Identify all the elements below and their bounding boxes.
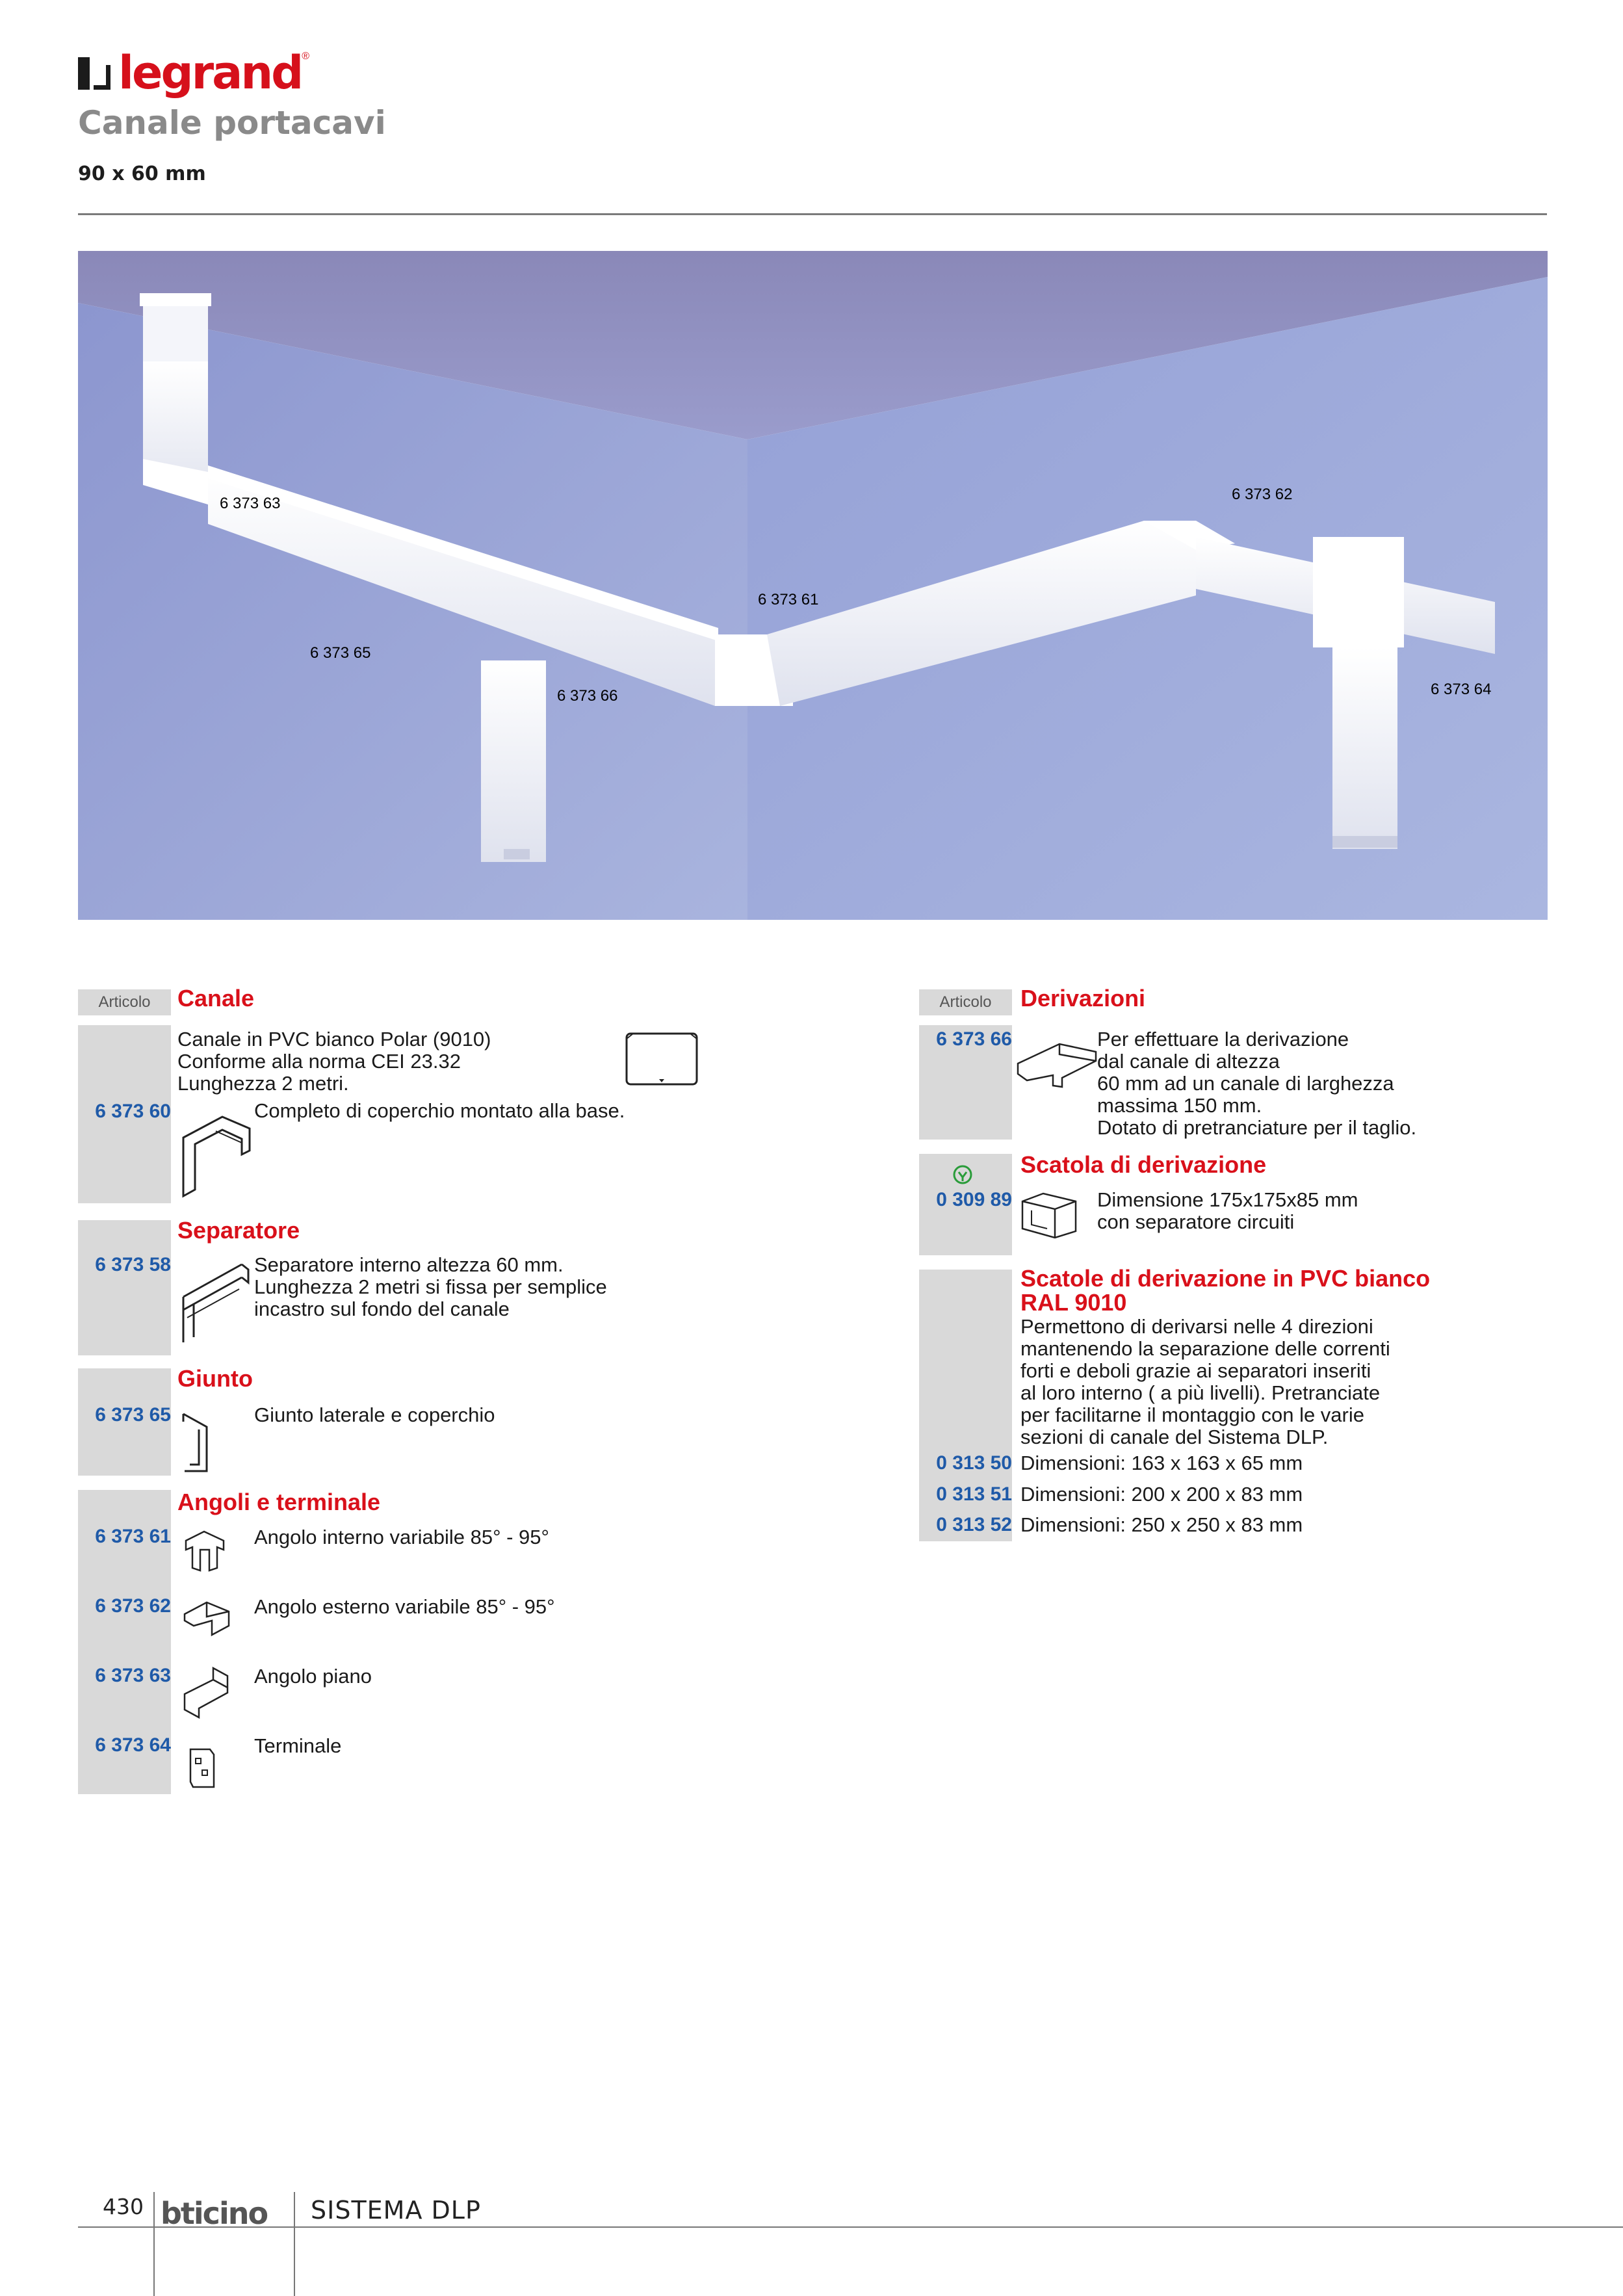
separator-icon xyxy=(177,1258,255,1346)
photo-label-3: 6 373 66 xyxy=(557,687,618,705)
scatole-pvc-item-text: Dimensioni: 250 x 250 x 83 mm xyxy=(1020,1513,1303,1536)
derivazioni-text: Per effettuare la derivazione dal canale di altezza 60 mm ad un canale di larghezza massima 150 mm. Dotato di pretranciature per il taglio. xyxy=(1097,1028,1417,1139)
joint-icon xyxy=(177,1407,229,1479)
scatole-pvc-text: Permettono di derivarsi nelle 4 direzioni mantenendo la separazione delle correnti forti e deboli grazie ai separatori inseriti al loro interno ( a più livelli). Pretranciate per facilitarne il montaggio con le varie sezioni di canale del Sistema DLP. xyxy=(1020,1315,1390,1448)
brand-name: legrand xyxy=(118,46,302,99)
scatole-pvc-item-text: Dimensioni: 200 x 200 x 83 mm xyxy=(1020,1483,1303,1506)
end-cap-icon xyxy=(185,1745,218,1791)
footer-system-name: SISTEMA DLP xyxy=(311,2196,481,2224)
external-corner-icon xyxy=(181,1597,233,1643)
article-code: 0 313 50 xyxy=(936,1452,1012,1474)
product-photo xyxy=(78,251,1548,920)
article-code: 6 373 58 xyxy=(95,1254,171,1275)
legrand-logo: legrand ® xyxy=(78,47,309,99)
header-divider xyxy=(78,213,1547,215)
section-title-scatola: Scatola di derivazione xyxy=(1020,1151,1267,1178)
legrand-logo-icon xyxy=(78,56,112,90)
article-code: 6 373 61 xyxy=(95,1526,171,1547)
channel-profile-icon xyxy=(177,1112,255,1199)
code-column-bg xyxy=(78,1220,171,1355)
article-code: 6 373 62 xyxy=(95,1595,171,1617)
page-title: Canale portacavi xyxy=(78,104,386,142)
article-code: 6 373 65 xyxy=(95,1404,171,1426)
bticino-logo: bticino xyxy=(161,2196,268,2231)
scatole-pvc-item-text: Dimensioni: 163 x 163 x 65 mm xyxy=(1020,1452,1303,1474)
article-header: Articolo xyxy=(78,989,171,1015)
internal-corner-icon xyxy=(182,1528,227,1573)
giunto-text: Giunto laterale e coperchio xyxy=(254,1403,495,1426)
photo-label-6: 6 373 64 xyxy=(1431,681,1492,698)
page-number: 430 xyxy=(103,2194,144,2219)
photo-label-5: 6 373 62 xyxy=(1232,486,1293,503)
section-title-derivazioni: Derivazioni xyxy=(1020,985,1146,1011)
channel-section-icon xyxy=(623,1030,701,1088)
angoli-item-text: Angolo piano xyxy=(254,1665,372,1688)
canale-item-text: Completo di coperchio montato alla base. xyxy=(254,1099,625,1122)
angoli-item-text: Terminale xyxy=(254,1734,342,1757)
section-title-giunto: Giunto xyxy=(177,1365,253,1392)
article-code: 6 373 63 xyxy=(95,1665,171,1686)
photo-label-1: 6 373 63 xyxy=(220,495,281,512)
section-title-scatole-pvc: Scatole di derivazione in PVC bianco RAL 9010 xyxy=(1020,1265,1431,1316)
photo-label-4: 6 373 61 xyxy=(758,591,819,608)
article-code: 0 309 89 xyxy=(936,1189,1012,1210)
section-title-separatore: Separatore xyxy=(177,1217,300,1244)
article-code: 6 373 60 xyxy=(95,1101,171,1122)
article-code: 6 373 66 xyxy=(936,1028,1012,1050)
photo-label-2: 6 373 65 xyxy=(310,644,371,662)
article-code: 0 313 52 xyxy=(936,1514,1012,1535)
article-header: Articolo xyxy=(919,989,1012,1015)
flat-corner-icon xyxy=(181,1664,233,1719)
angoli-item-text: Angolo interno variabile 85° - 95° xyxy=(254,1526,549,1548)
canale-description: Canale in PVC bianco Polar (9010) Conforme alla norma CEI 23.32 Lunghezza 2 metri. xyxy=(177,1028,491,1095)
footer-divider xyxy=(153,2192,155,2296)
angoli-item-text: Angolo esterno variabile 85° - 95° xyxy=(254,1595,555,1618)
separatore-text: Separatore interno altezza 60 mm. Lunghezza 2 metri si fissa per semplice incastro sul fondo del canale xyxy=(254,1253,607,1320)
footer-divider xyxy=(294,2192,295,2296)
article-code: 6 373 64 xyxy=(95,1734,171,1756)
junction-box-icon xyxy=(1017,1188,1082,1240)
section-title-angoli: Angoli e terminale xyxy=(177,1489,381,1515)
article-code: 0 313 51 xyxy=(936,1483,1012,1505)
footer-divider xyxy=(78,2226,1623,2228)
eco-label-icon xyxy=(952,1164,973,1185)
section-title-canale: Canale xyxy=(177,985,255,1011)
page-subtitle: 90 x 60 mm xyxy=(78,163,206,185)
derivation-piece-icon xyxy=(1014,1032,1102,1091)
scatola-text: Dimensione 175x175x85 mm con separatore circuiti xyxy=(1097,1188,1358,1233)
